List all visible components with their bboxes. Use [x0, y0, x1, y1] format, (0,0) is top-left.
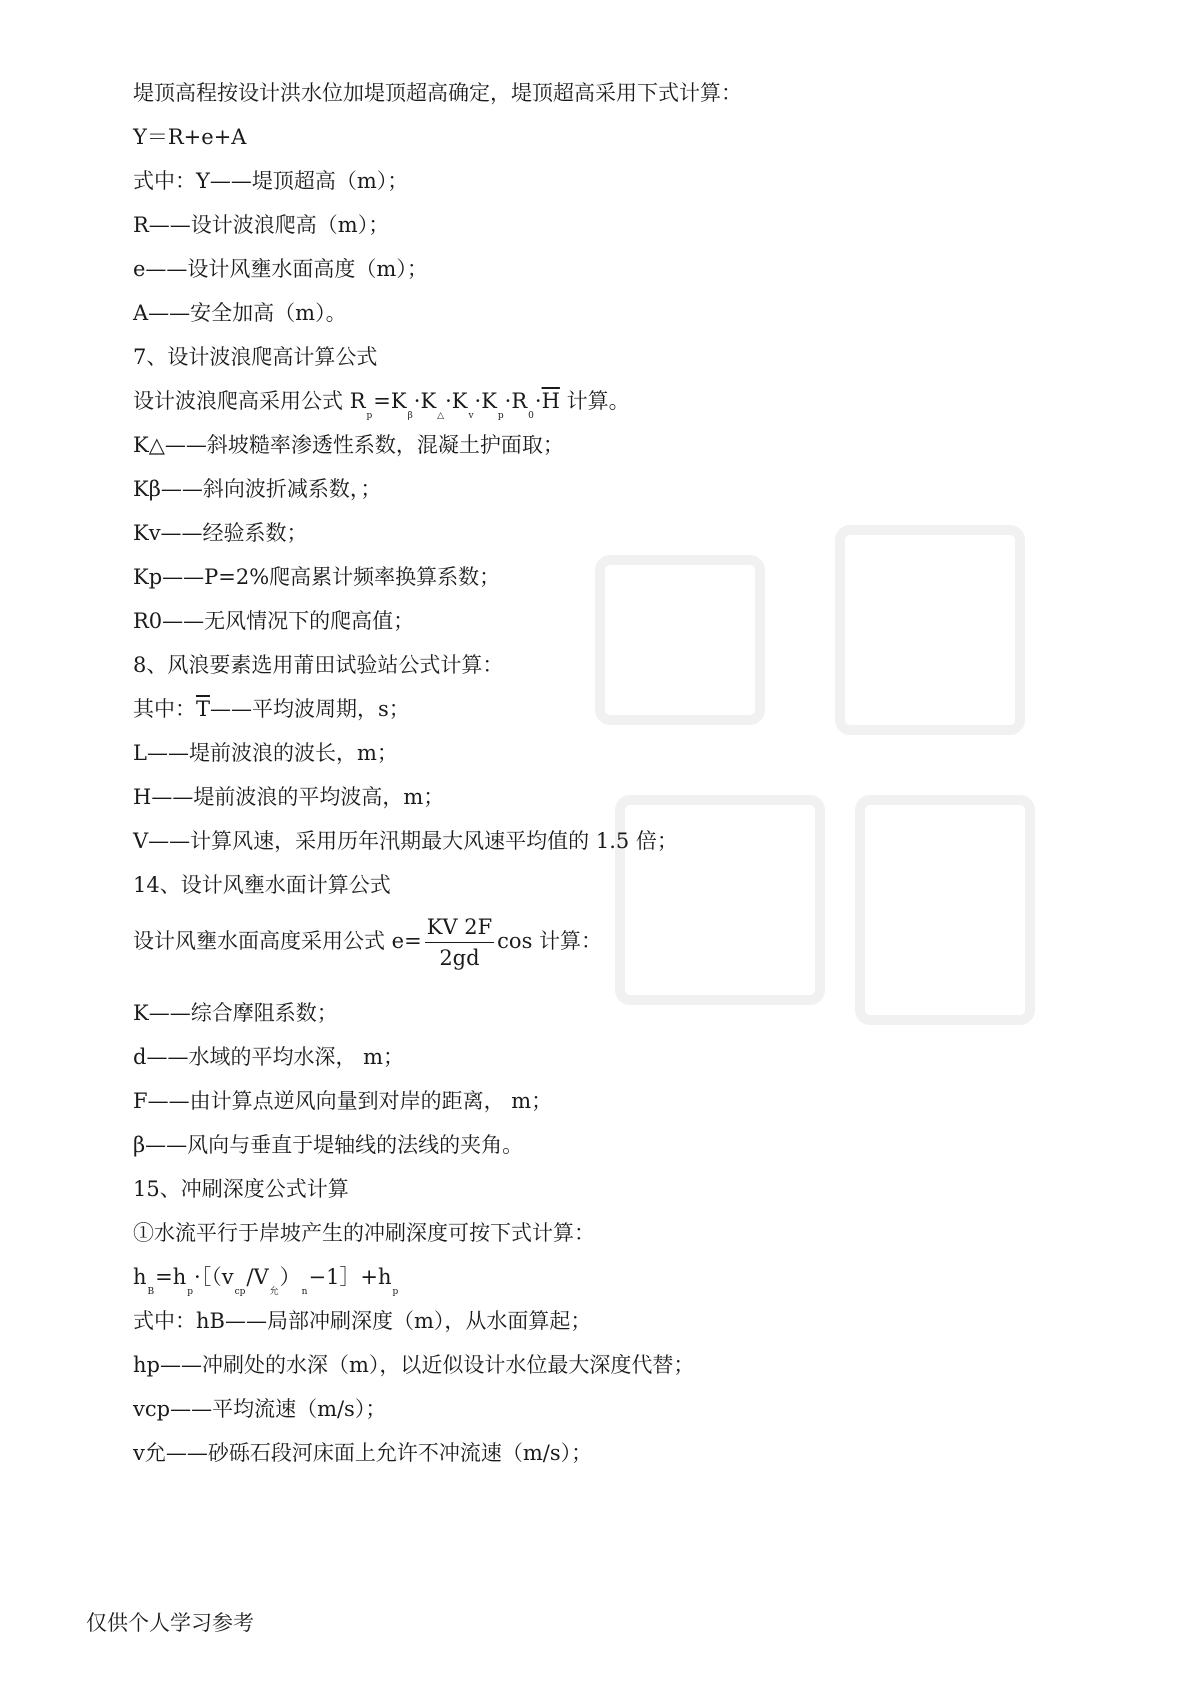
runup-formula-line: [133, 386, 630, 421]
definition-beta: β——风向与垂直于堤轴线的法线的夹角。: [133, 1133, 524, 1157]
period-definition: ——平均波周期，s；: [210, 697, 410, 721]
definition-d: d——水域的平均水深， m；: [133, 1045, 405, 1069]
definition-y: 式中：Y——堤顶超高（m）；: [133, 169, 409, 193]
setup-denominator: 2gd: [439, 946, 480, 970]
setup-formula-prefix: 设计风壅水面高度采用公式 e=: [133, 929, 422, 953]
setup-fraction: [425, 914, 494, 971]
footer-note: 仅供个人学习参考: [86, 1611, 254, 1635]
definition-f: F——由计算点逆风向量到对岸的距离， m；: [133, 1089, 553, 1113]
formula-freeboard: Y＝R+e+A: [133, 125, 247, 149]
definition-vcp: vcp——平均流速（m/s）；: [133, 1397, 387, 1421]
definition-a: A——安全加高（m）。: [133, 301, 347, 325]
definition-r0: R0——无风情况下的爬高值；: [133, 609, 415, 633]
scour-formula: $h_B=h_p\cdot[(v_{cp}/V_允)_n-1]+h_p$: [133, 1265, 399, 1297]
definition-hp: hp——冲刷处的水深（m），以近似设计水位最大深度代替；: [133, 1353, 695, 1377]
setup-numerator: KV 2F: [425, 914, 494, 943]
period-symbol: $\overline{T}$: [196, 697, 211, 721]
runup-formula-prefix: 设计波浪爬高采用公式: [133, 389, 350, 413]
definition-k-v: Kv——经验系数；: [133, 521, 308, 545]
setup-cos: cos: [497, 929, 533, 953]
definition-h: H——堤前波浪的平均波高，m；: [133, 785, 445, 809]
definition-t: [133, 694, 410, 724]
definition-e: e——设计风壅水面高度（m）；: [133, 257, 428, 281]
definition-hb: 式中：hB——局部冲刷深度（m），从水面算起；: [133, 1309, 592, 1333]
definition-k-beta: Kβ——斜向波折减系数，；: [133, 477, 382, 501]
setup-formula-line: [133, 914, 602, 971]
intro-paragraph: 堤顶高程按设计洪水位加堤顶超高确定，堤顶超高采用下式计算：: [133, 81, 742, 105]
definition-l: L——堤前波浪的波长，m；: [133, 741, 398, 765]
definition-k-p: Kp——P=2%爬高累计频率换算系数；: [133, 565, 501, 589]
definition-k: K——综合摩阻系数；: [133, 1001, 338, 1025]
runup-formula-suffix: 计算。: [559, 389, 630, 413]
section-heading-7: 7、设计波浪爬高计算公式: [133, 345, 378, 369]
definition-k-delta: K△——斜坡糙率渗透性系数，混凝土护面取；: [133, 433, 564, 457]
section-heading-15: 15、冲刷深度公式计算: [133, 1177, 349, 1201]
definition-v: V——计算风速，采用历年汛期最大风速平均值的 1.5 倍；: [133, 829, 678, 853]
runup-formula: $R_p=K_\beta\cdot K_\triangle\cdot K_v\cdot K_p\cdot R_0\cdot\overline{H}$: [349, 389, 560, 421]
section-heading-8: 8、风浪要素选用莆田试验站公式计算：: [133, 653, 504, 677]
section-heading-14: 14、设计风壅水面计算公式: [133, 873, 391, 897]
scour-intro: ①水流平行于岸坡产生的冲刷深度可按下式计算：: [133, 1221, 595, 1245]
setup-formula-suffix: 计算：: [532, 929, 603, 953]
period-prefix: 其中：: [133, 697, 196, 721]
definition-r: R——设计波浪爬高（m）；: [133, 213, 390, 237]
definition-v-allow: v允——砂砾石段河床面上允许不冲流速（m/s）；: [133, 1441, 593, 1465]
watermark-graphic: [560, 500, 1080, 1060]
